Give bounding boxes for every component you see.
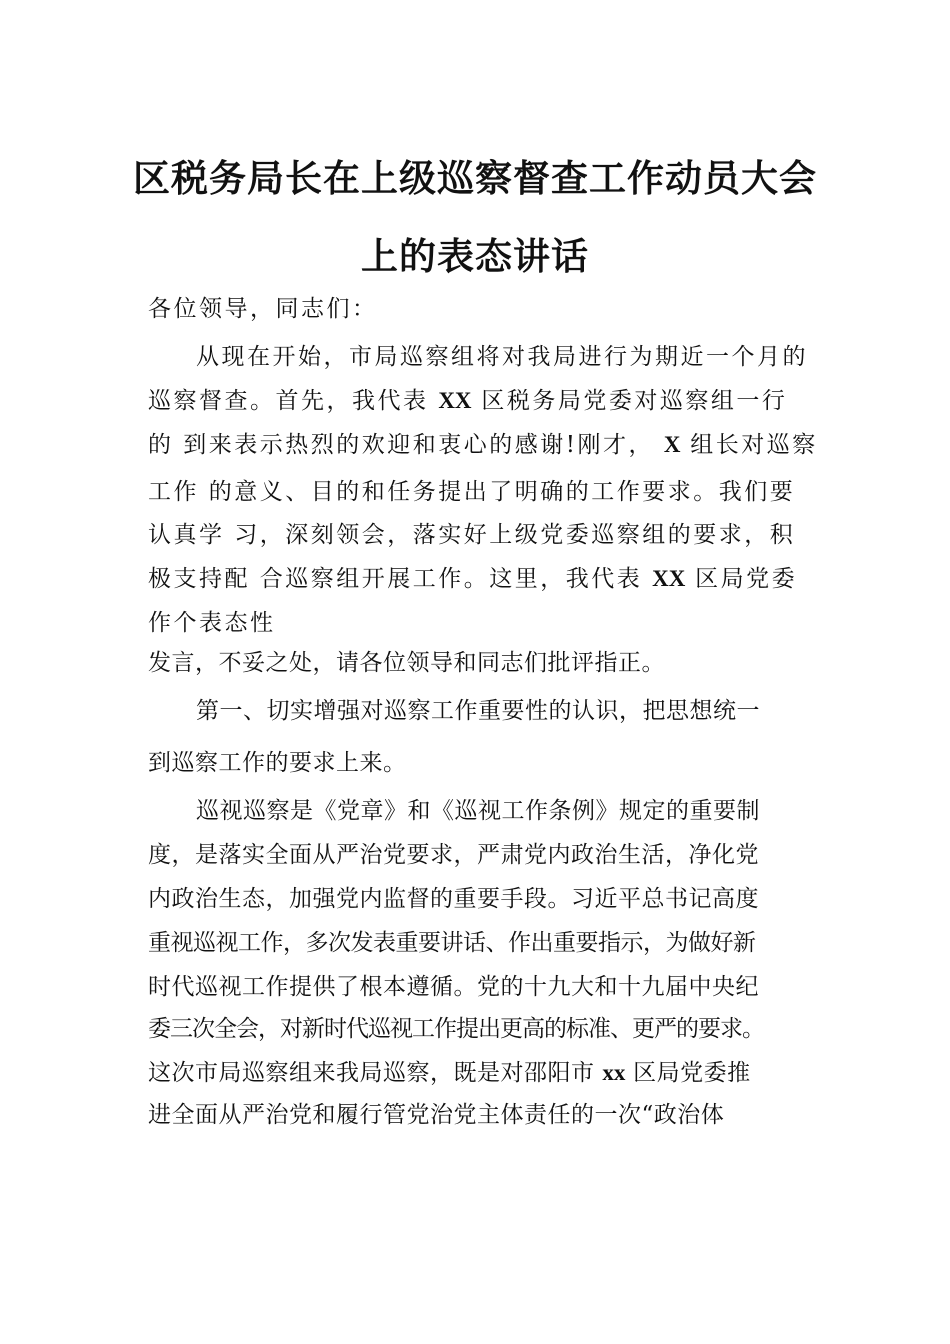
section-heading-1-line-2: 到巡察工作的要求上来。 xyxy=(148,750,407,776)
document-title-line-1: 区税务局长在上级巡察督查工作动员大会 xyxy=(133,157,817,200)
paragraph-2-line-3: 内政治生态，加强党内监督的重要手段。习近平总书记高度 xyxy=(148,886,759,912)
paragraph-2-line-5: 时代巡视工作提供了根本遵循。党的十九大和十九届中央纪 xyxy=(148,974,759,1000)
paragraph-2-line-2: 度，是落实全面从严治党要求，严肃党内政治生活，净化党 xyxy=(148,842,759,868)
paragraph-1-line-6: 极支持配 合巡察组开展工作。这里，我代表 XX 区局党委 xyxy=(148,566,798,592)
paragraph-2-line-7: 这次市局巡察组来我局巡察，既是对邵阳市 xx 区局党委推 xyxy=(148,1060,751,1086)
paragraph-2-line-4: 重视巡视工作，多次发表重要讲话、作出重要指示，为做好新 xyxy=(148,930,756,956)
paragraph-1-line-4: 工作 的意义、目的和任务提出了明确的工作要求。我们要 xyxy=(148,479,796,505)
paragraph-1-line-8: 发言，不妥之处，请各位领导和同志们批评指正。 xyxy=(148,650,665,676)
paragraph-1-line-1: 从现在开始，市局巡察组将对我局进行为期近一个月的 xyxy=(196,344,808,370)
paragraph-2-line-6: 委三次全会，对新时代巡视工作提出更高的标准、更严的要求。 xyxy=(148,1016,764,1042)
paragraph-1-line-2: 巡察督查。首先，我代表 XX 区税务局党委对巡察组一行 xyxy=(148,388,788,414)
paragraph-1-line-3: 的 到来表示热烈的欢迎和衷心的感谢!刚才， X 组长对巡察 xyxy=(148,432,818,458)
paragraph-1-line-5: 认真学 习，深刻领会，落实好上级党委巡察组的要求，积 xyxy=(148,522,796,548)
paragraph-2-line-8: 进全面从严治党和履行管党治党主体责任的一次“政治体 xyxy=(148,1102,725,1128)
section-heading-1-line-1: 第一、切实增强对巡察工作重要性的认识，把思想统一 xyxy=(196,698,760,724)
document-title-line-2: 上的表态讲话 xyxy=(361,235,589,278)
paragraph-2-line-1: 巡视巡察是《党章》和《巡视工作条例》规定的重要制 xyxy=(196,798,760,824)
paragraph-1-line-7: 作个表态性 xyxy=(148,610,276,636)
salutation: 各位领导，同志们： xyxy=(148,296,378,322)
